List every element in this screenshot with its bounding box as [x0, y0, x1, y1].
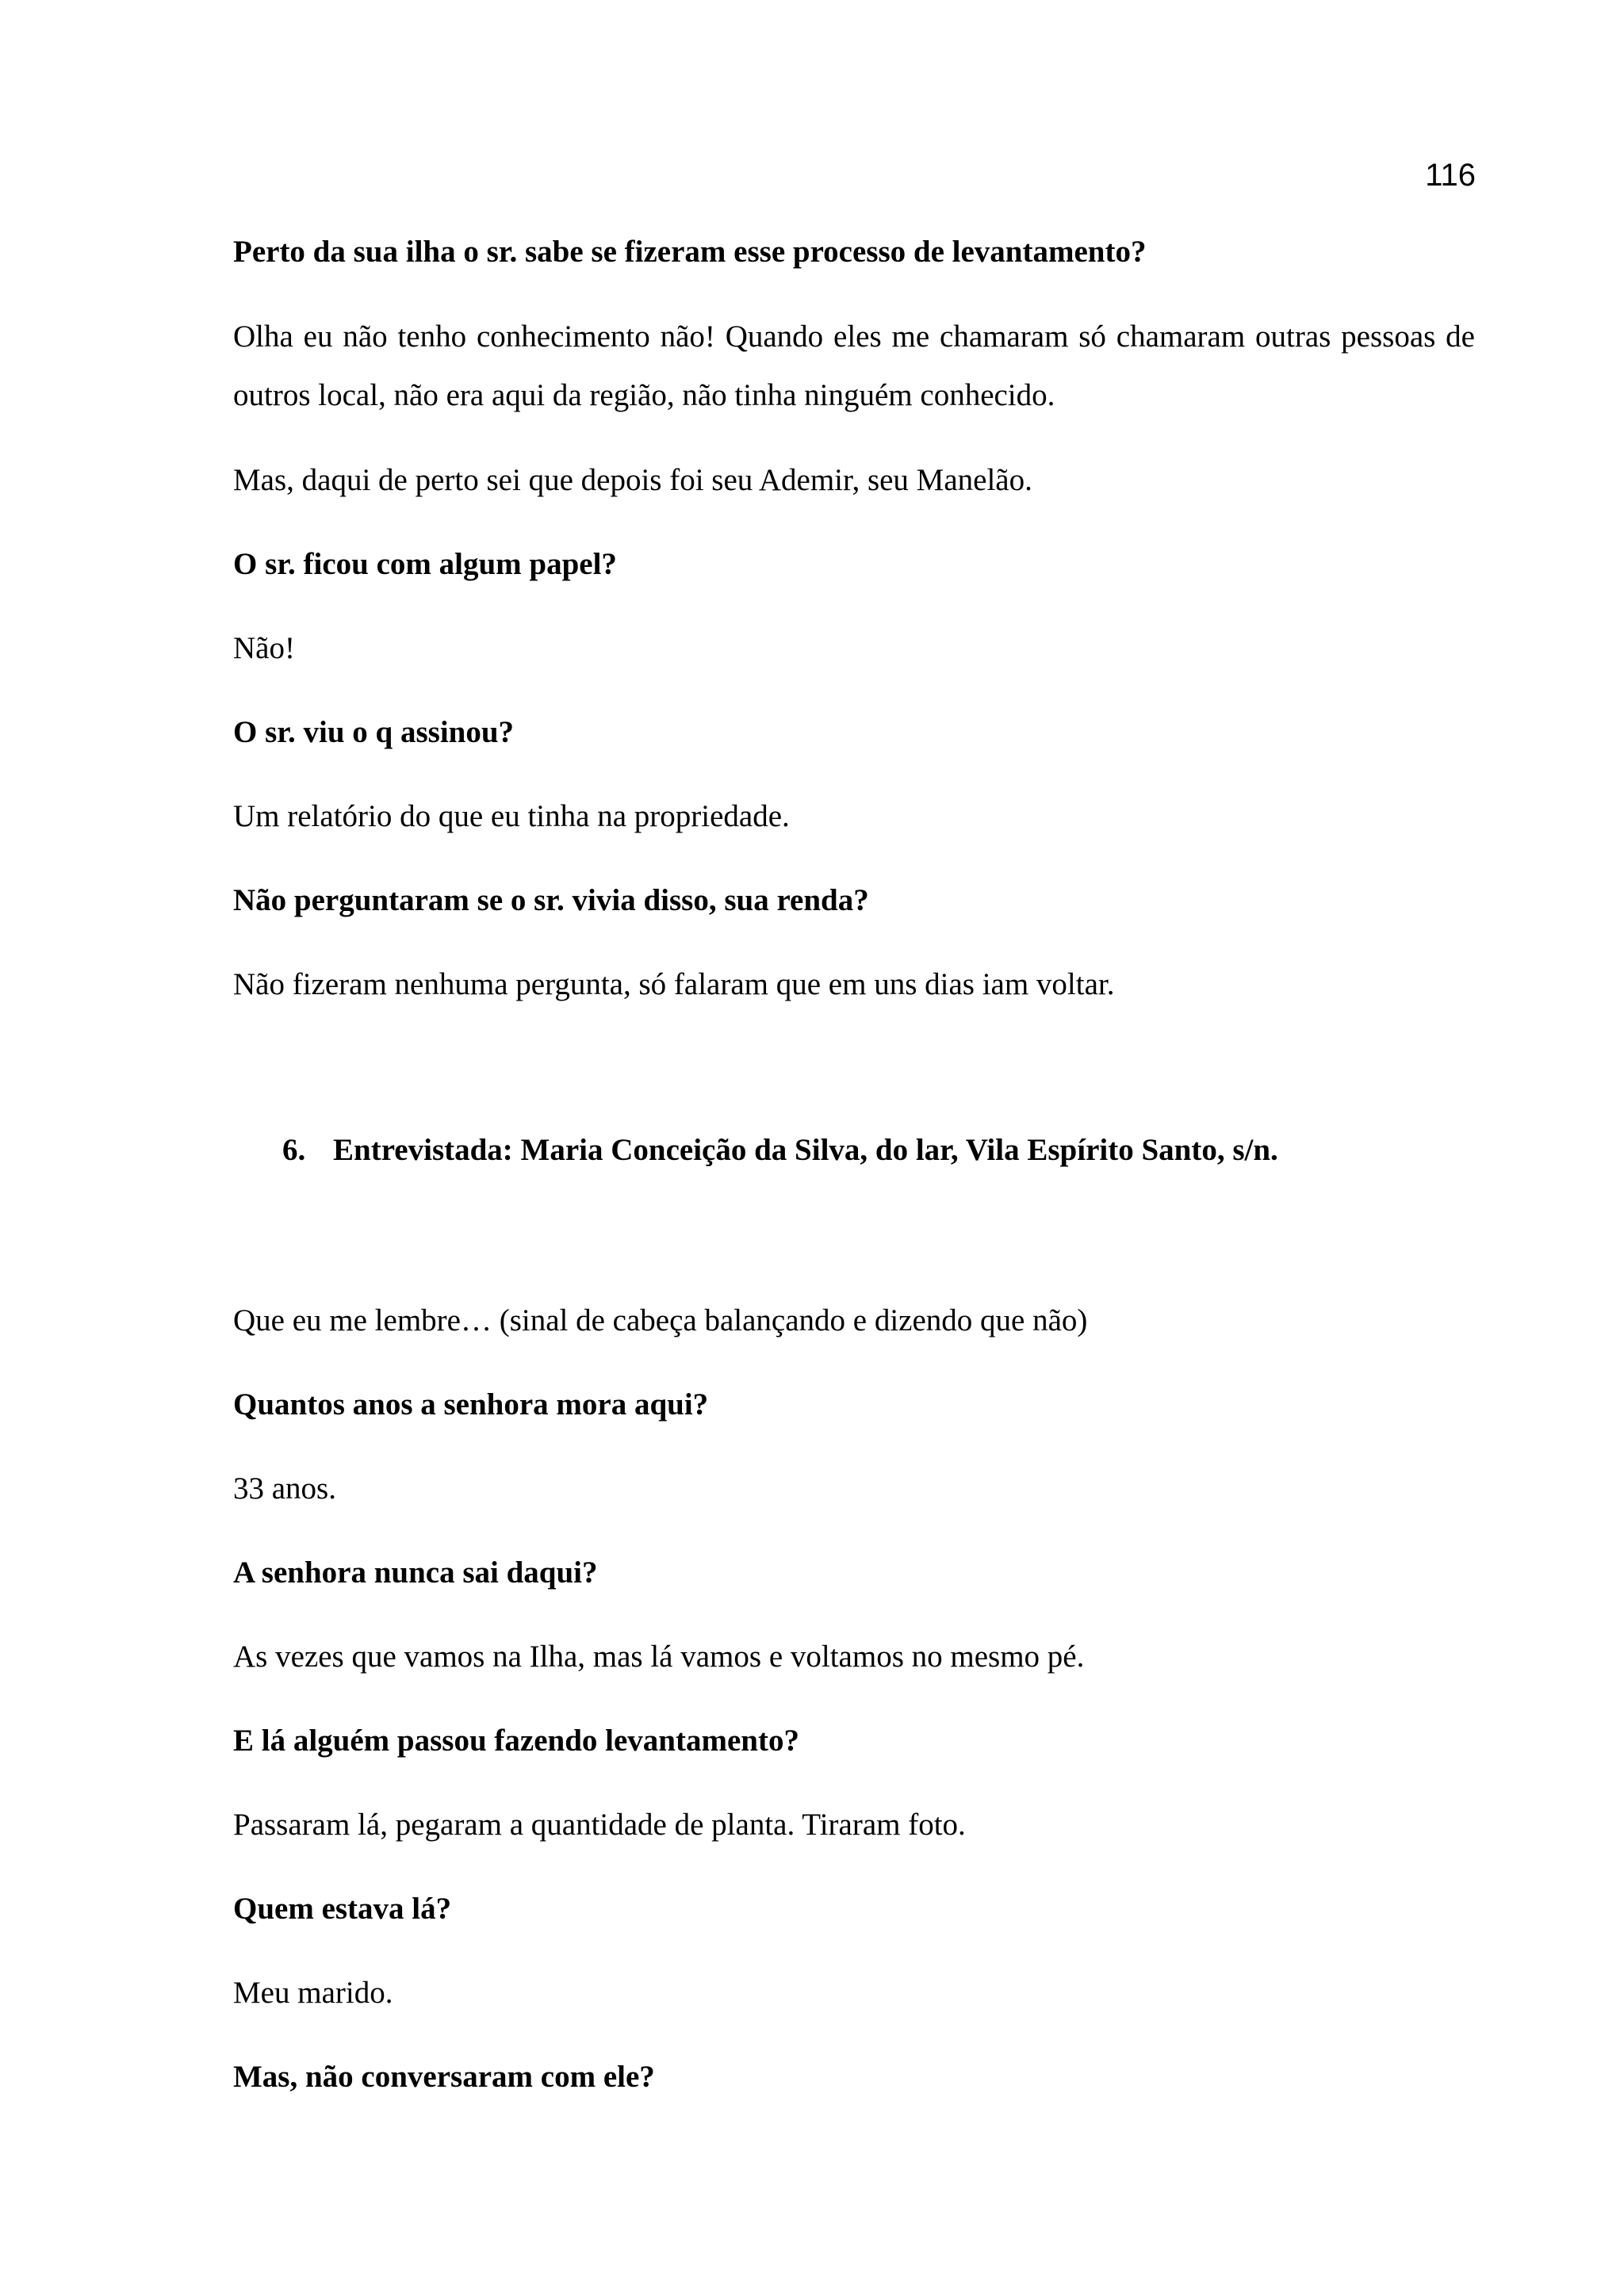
interview-question: Quem estava lá? [233, 1892, 452, 1926]
section-number: 6. [282, 1133, 306, 1167]
section-heading [282, 1130, 1278, 1171]
interview-answer: Meu marido. [233, 1976, 393, 2010]
interview-question: O sr. ficou com algum papel? [233, 547, 617, 581]
interview-answer: Um relatório do que eu tinha na propriedade. [233, 799, 790, 833]
interview-answer: Olha eu não tenho conhecimento não! Quando eles me chamaram só chamaram outras pessoas de outros local, não era aqui da região, não tinha ninguém conhecido. [233, 320, 1475, 412]
interview-answer: Não fizeram nenhuma pergunta, só falaram que em uns dias iam voltar. [233, 967, 1115, 1001]
interview-question: Quantos anos a senhora mora aqui? [233, 1387, 709, 1422]
interview-question: Perto da sua ilha o sr. sabe se fizeram esse processo de levantamento? [233, 235, 1147, 269]
section-title: Entrevistada: Maria Conceição da Silva, do lar, Vila Espírito Santo, s/n. [333, 1133, 1278, 1167]
interview-question: A senhora nunca sai daqui? [233, 1556, 598, 1590]
interview-question: Não perguntaram se o sr. vivia disso, sua renda? [233, 883, 869, 917]
interview-answer: Não! [233, 631, 295, 665]
interview-question: Mas, não conversaram com ele? [233, 2060, 655, 2094]
interview-question: E lá alguém passou fazendo levantamento? [233, 1724, 799, 1758]
interview-answer: As vezes que vamos na Ilha, mas lá vamos e voltamos no mesmo pé. [233, 1640, 1085, 1674]
interview-answer: Passaram lá, pegaram a quantidade de planta. Tiraram foto. [233, 1808, 966, 1842]
interview-question: O sr. viu o q assinou? [233, 715, 515, 749]
page-number: 116 [1425, 158, 1476, 193]
interview-answer: Que eu me lembre… (sinal de cabeça balançando e dizendo que não) [233, 1303, 1088, 1337]
interview-answer: Mas, daqui de perto sei que depois foi seu Ademir, seu Manelão. [233, 463, 1032, 497]
interview-answer: 33 anos. [233, 1471, 336, 1506]
